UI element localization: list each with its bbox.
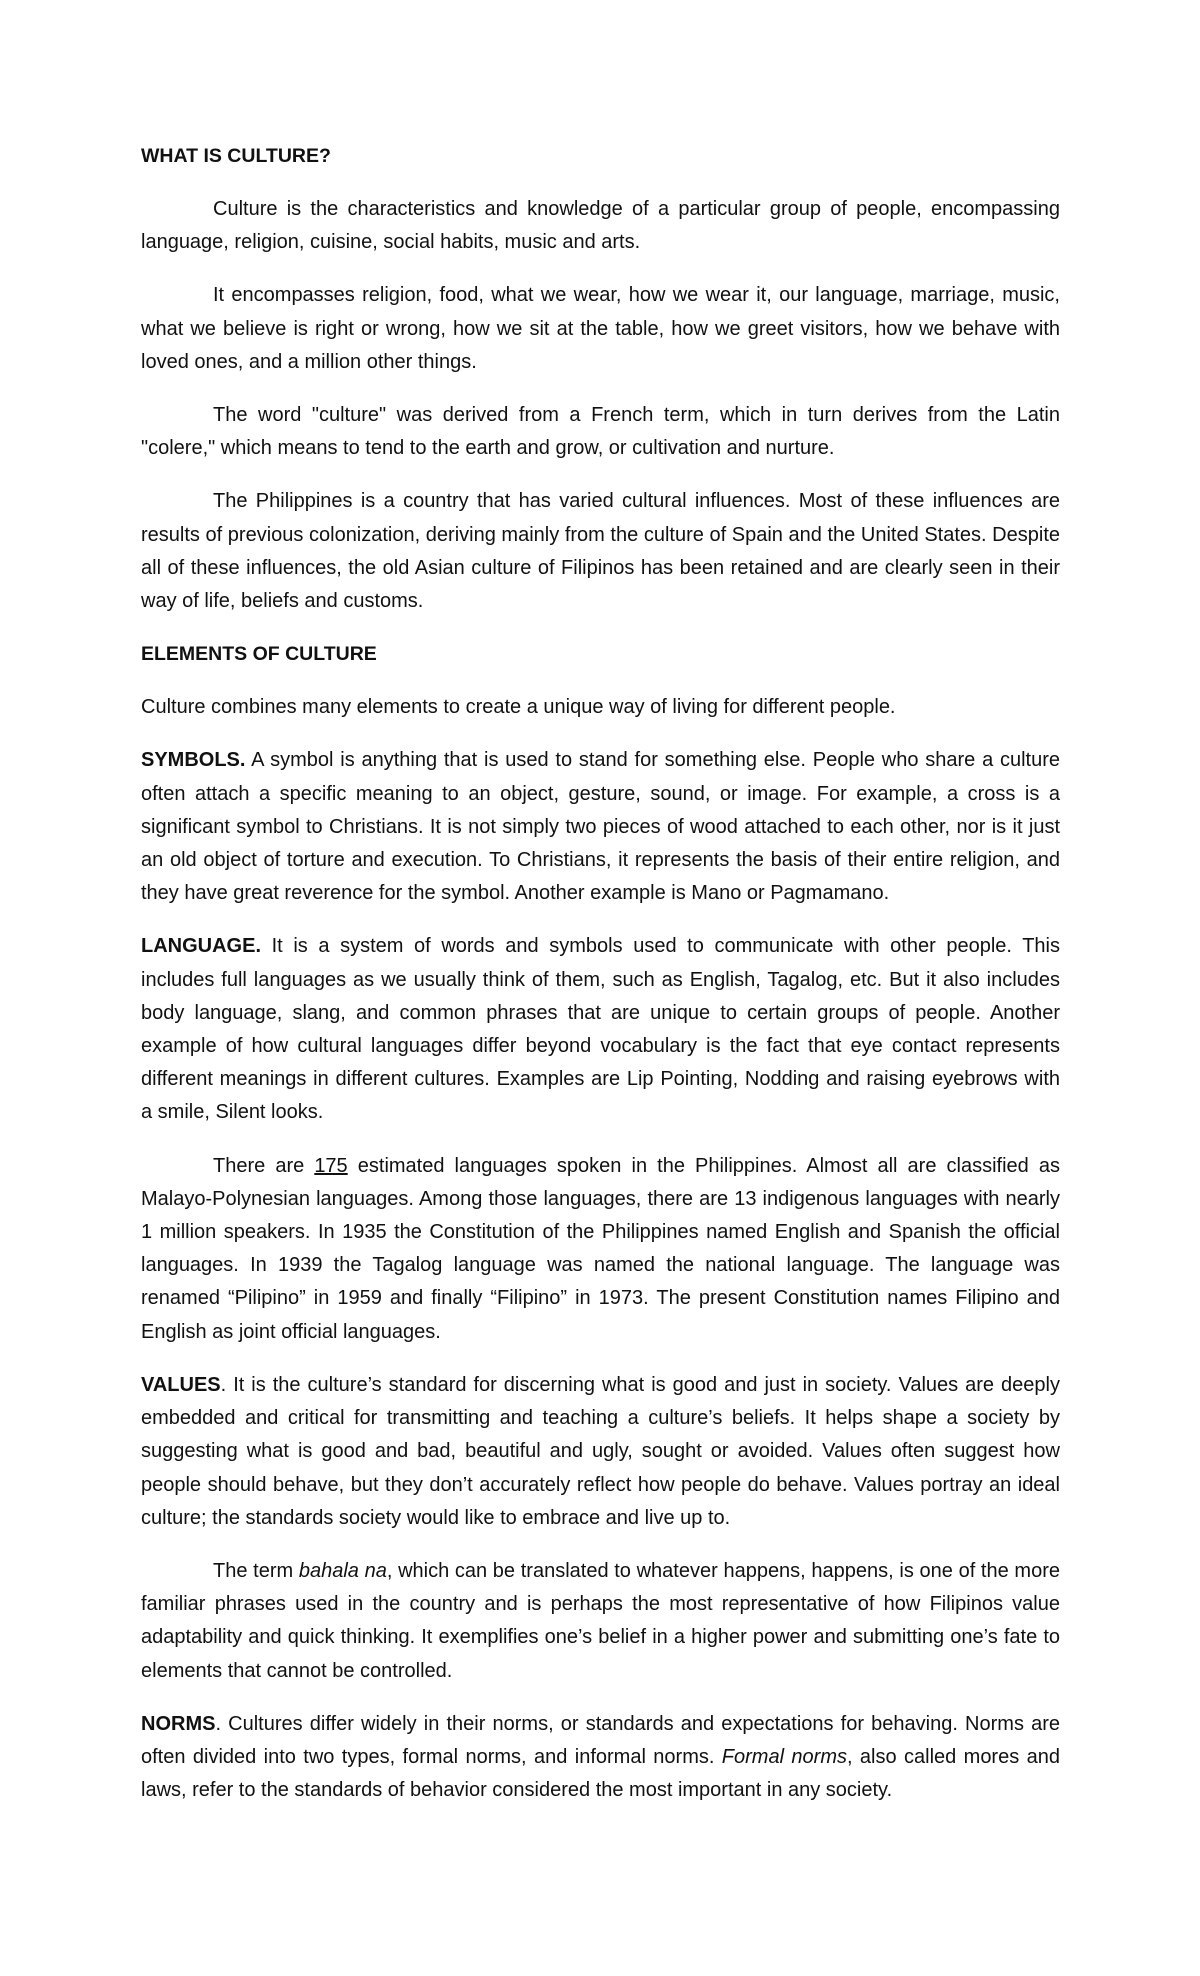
- values-text: . It is the culture’s standard for discerning what is good and just in society. Values are deeply embedded and critical for transmitting and teaching a culture’s beliefs. It helps shape a society by suggesting what is good and bad, beautiful and ugly, sought or avoided. Values often suggest how people should behave, but they don’t accurately reflect how people do behave. Values portray an ideal culture; the standards society would like to embrace and live up to.: [141, 1373, 1060, 1529]
- paragraph-culture-etymology: The word "culture" was derived from a French term, which in turn derives from the Latin "colere," which means to tend to the earth and grow, or cultivation and nurture.: [141, 404, 1060, 460]
- norms-text-after: , also called mores and laws, refer to the standards of behavior considered the most important in any society.: [141, 1745, 1060, 1802]
- languages-text-before: There are: [213, 1154, 315, 1177]
- paragraph-norms: [141, 1708, 1060, 1808]
- languages-text-after: estimated languages spoken in the Philippines. Almost all are classified as Malayo-Polynesian languages. Among those languages, there are 13 indigenous languages with nearly 1 million speakers. In 1935 the Constitution of the Philippines named English and Spanish the official languages. In 1939 the Tagalog language was named the national language. The language was renamed “Pilipino” in 1959 and finally “Filipino” in 1973. The present Constitution names Filipino and English as joint official languages.: [141, 1154, 1060, 1343]
- norms-text-before: . Cultures differ widely in their norms, or standards and expectations for behaving. Norms are often divided into two types, formal norms, and informal norms.: [141, 1712, 1060, 1768]
- term-values: VALUES: [141, 1373, 221, 1396]
- paragraph-philippines-influences: The Philippines is a country that has varied cultural influences. Most of these influences are results of previous colonization, deriving mainly from the culture of Spain and the United States. Despite all of these influences, the old Asian culture of Filipinos has been retained and are clearly seen in their way of life, beliefs and customs.: [141, 490, 1060, 613]
- paragraph-bahala-na: [141, 1555, 1060, 1688]
- formal-norms-term: Formal norms: [721, 1745, 847, 1768]
- paragraph-values: [141, 1369, 1060, 1535]
- heading-elements-of-culture: ELEMENTS OF CULTURE: [141, 643, 377, 666]
- paragraph-culture-encompasses: It encompasses religion, food, what we wear, how we wear it, our language, marriage, music, what we believe is right or wrong, how we sit at the table, how we greet visitors, how we behave with loved ones, and a million other things.: [141, 284, 1060, 373]
- language-text: It is a system of words and symbols used to communicate with other people. This includes full languages as we usually think of them, such as English, Tagalog, etc. But it also includes body language, slang, and common phrases that are unique to certain groups of people. Another example of how cultural languages differ beyond vocabulary is the fact that eye contact represents different meanings in different cultures. Examples are Lip Pointing, Nodding and raising eyebrows with a smile, Silent looks.: [141, 935, 1060, 1124]
- term-language: LANGUAGE.: [141, 935, 261, 958]
- bahala-na-term: bahala na: [298, 1559, 387, 1582]
- languages-count: 175: [314, 1154, 348, 1177]
- bahala-text-before: The term: [213, 1559, 299, 1582]
- term-symbols: SYMBOLS.: [141, 749, 246, 772]
- term-norms: NORMS: [141, 1712, 216, 1735]
- document-page: [141, 140, 1060, 1827]
- paragraph-culture-definition: Culture is the characteristics and knowledge of a particular group of people, encompassing language, religion, cuisine, social habits, music and arts.: [141, 198, 1060, 254]
- paragraph-philippine-languages: [141, 1150, 1060, 1349]
- paragraph-symbols: [141, 744, 1060, 910]
- symbols-text: A symbol is anything that is used to stand for something else. People who share a culture often attach a specific meaning to an object, gesture, sound, or image. For example, a cross is a significant symbol to Christians. It is not simply two pieces of wood attached to each other, nor is it just an old object of torture and execution. To Christians, it represents the basis of their entire religion, and they have great reverence for the symbol. Another example is Mano or Pagmamano.: [141, 749, 1060, 905]
- heading-what-is-culture: WHAT IS CULTURE?: [141, 145, 331, 167]
- paragraph-language: [141, 930, 1060, 1129]
- bahala-text-after: , which can be translated to whatever happens, happens, is one of the more familiar phrases used in the country and is perhaps the most representative of how Filipinos value adaptability and quick thinking. It exemplifies one’s belief in a higher power and submitting one’s fate to elements that cannot be controlled.: [141, 1559, 1060, 1682]
- paragraph-elements-intro: Culture combines many elements to create a unique way of living for different people.: [141, 696, 896, 719]
